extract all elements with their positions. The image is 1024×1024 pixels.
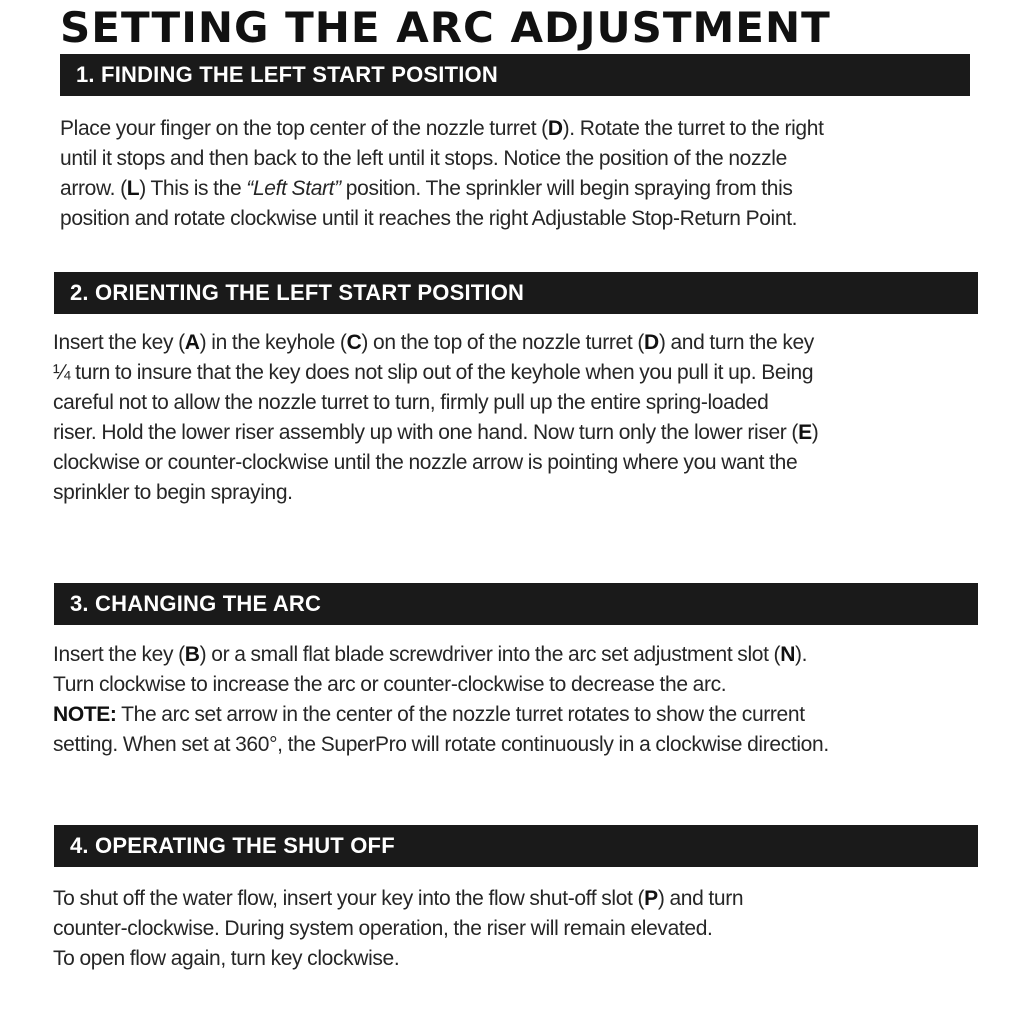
text-run: Insert the key ( bbox=[53, 643, 185, 666]
section-heading-changing-arc: 3. CHANGING THE ARC bbox=[54, 583, 978, 625]
text-run: sprinkler to begin spraying. bbox=[53, 481, 293, 504]
section-heading-finding-left-start: 1. FINDING THE LEFT START POSITION bbox=[60, 54, 970, 96]
text-run: ) on the top of the nozzle turret ( bbox=[361, 331, 644, 354]
note-label: NOTE: bbox=[53, 703, 117, 726]
text-run: Turn clockwise to increase the arc or counter-clockwise to decrease the arc. bbox=[53, 673, 727, 696]
body-line bbox=[60, 114, 824, 144]
label-l: L bbox=[126, 177, 140, 200]
label-d: D bbox=[547, 117, 563, 140]
text-run: ). bbox=[795, 643, 808, 666]
label-c: C bbox=[346, 331, 362, 354]
text-run: position and rotate clockwise until it reaches the right Adjustable Stop-Return Point. bbox=[60, 207, 798, 230]
text-run: clockwise or counter-clockwise until the nozzle arrow is pointing where you want the bbox=[53, 451, 798, 474]
text-run: ). Rotate the turret to the right bbox=[562, 117, 824, 140]
text-run: ) or a small flat blade screwdriver into the arc set adjustment slot ( bbox=[199, 643, 781, 666]
section-body-orienting-left-start bbox=[53, 328, 818, 508]
left-start-term: “Left Start” bbox=[246, 177, 341, 200]
label-d: D bbox=[644, 331, 659, 354]
page-title: SETTING THE ARC ADJUSTMENT bbox=[60, 3, 831, 52]
label-p: P bbox=[644, 887, 658, 910]
text-run: position. The sprinkler will begin spraying from this bbox=[340, 177, 793, 200]
text-run: Place your finger on the top center of the nozzle turret ( bbox=[60, 117, 548, 140]
body-line bbox=[53, 478, 818, 508]
text-run: To open flow again, turn key clockwise. bbox=[53, 947, 400, 970]
text-run: arrow. ( bbox=[60, 177, 127, 200]
section-body-finding-left-start bbox=[60, 114, 824, 234]
body-line bbox=[53, 388, 818, 418]
text-run: setting. When set at 360°, the SuperPro will rotate continuously in a clockwise direction. bbox=[53, 733, 829, 756]
body-line bbox=[53, 328, 818, 358]
text-run: ) and turn the key bbox=[658, 331, 814, 354]
section-heading-operating-shut-off: 4. OPERATING THE SHUT OFF bbox=[54, 825, 978, 867]
label-e: E bbox=[798, 421, 812, 444]
text-run: counter-clockwise. During system operation, the riser will remain elevated. bbox=[53, 917, 713, 940]
text-run: ) and turn bbox=[657, 887, 744, 910]
body-line bbox=[60, 204, 824, 234]
text-run: until it stops and then back to the left until it stops. Notice the position of the nozzle bbox=[60, 147, 787, 170]
body-line bbox=[53, 884, 743, 914]
text-run: ¼ turn to insure that the key does not slip out of the keyhole when you pull it up. Being bbox=[53, 361, 814, 384]
text-run: ) This is the bbox=[139, 177, 247, 200]
label-a: A bbox=[184, 331, 200, 354]
body-line bbox=[53, 448, 818, 478]
body-line bbox=[53, 640, 829, 670]
text-run: careful not to allow the nozzle turret to turn, firmly pull up the entire spring-loaded bbox=[53, 391, 769, 414]
body-line bbox=[60, 144, 824, 174]
body-line bbox=[53, 914, 743, 944]
section-body-changing-arc bbox=[53, 640, 829, 760]
body-line bbox=[53, 358, 818, 388]
body-line bbox=[53, 700, 829, 730]
section-heading-orienting-left-start: 2. ORIENTING THE LEFT START POSITION bbox=[54, 272, 978, 314]
text-run: To shut off the water flow, insert your key into the flow shut-off slot ( bbox=[53, 887, 645, 910]
body-line bbox=[53, 670, 829, 700]
label-b: B bbox=[184, 643, 200, 666]
body-line bbox=[53, 944, 743, 974]
body-line bbox=[53, 730, 829, 760]
text-run: ) bbox=[811, 421, 819, 444]
label-n: N bbox=[780, 643, 796, 666]
text-run: The arc set arrow in the center of the nozzle turret rotates to show the current bbox=[116, 703, 805, 726]
text-run: riser. Hold the lower riser assembly up with one hand. Now turn only the lower riser ( bbox=[53, 421, 799, 444]
text-run: ) in the keyhole ( bbox=[199, 331, 347, 354]
body-line bbox=[60, 174, 824, 204]
section-body-operating-shut-off bbox=[53, 884, 743, 974]
body-line bbox=[53, 418, 818, 448]
text-run: Insert the key ( bbox=[53, 331, 185, 354]
